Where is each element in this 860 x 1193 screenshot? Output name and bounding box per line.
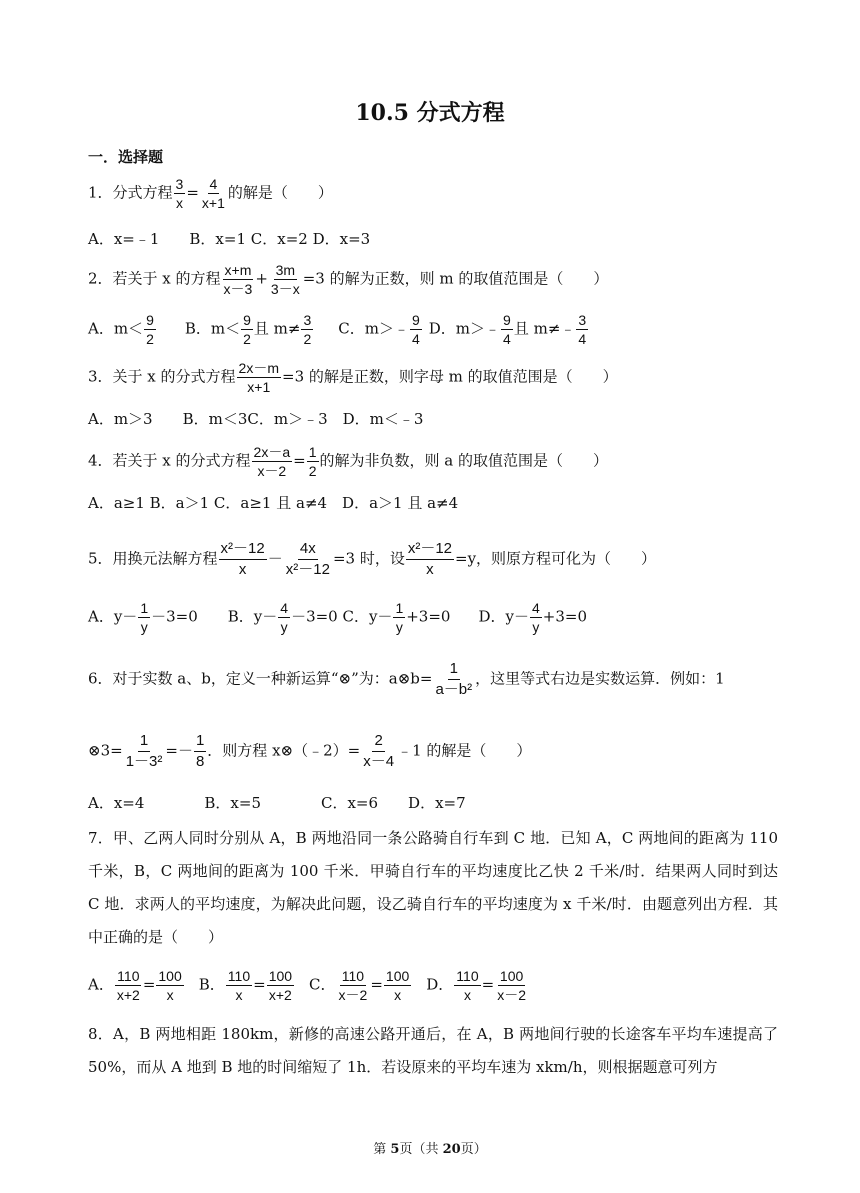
option-d: D．y－ bbox=[478, 607, 529, 626]
fraction: $\frac{4}{y}$ bbox=[280, 600, 289, 635]
option-d: D． bbox=[426, 975, 454, 994]
fraction: $\frac{3m}{3-x}$ bbox=[270, 262, 300, 297]
fraction: $\frac{110}{x-2}$ bbox=[338, 968, 368, 1003]
question-5-options: A．y－ $\frac{1}{y}$ －3=0 B．y－ $\frac{4}{y}$ －3=0 C．y－ $\frac{1}{y}$ +3=0 D．y－ $\frac{4}{y}$ +3=0 bbox=[88, 600, 588, 635]
question-4-options: A．a≥1 B．a＞1 C．a≥1 且 a≠4 D．a＞1 且 a≠4 bbox=[88, 494, 459, 512]
question-2-stem: 2．若关于 x 的方程 bbox=[88, 269, 221, 288]
fraction: $\frac{4}{x+1}$ bbox=[201, 176, 225, 211]
question-5-stem: 5．用换元法解方程 bbox=[88, 549, 218, 568]
question-4-stem: 4．若关于 x 的分式方程 bbox=[88, 451, 251, 470]
current-page-number: 5 bbox=[390, 1142, 400, 1157]
fraction: $\frac{110}{x}$ bbox=[456, 968, 479, 1003]
fraction: $\frac{2x-m}{x+1}$ bbox=[238, 360, 279, 395]
question-1-options: A．x=﹣1 B．x=1 C．x=2 D．x=3 bbox=[88, 230, 371, 248]
fraction: $\frac{x+m}{x-3}$ bbox=[223, 262, 253, 297]
question-2: 2．若关于 x 的方程 $\frac{x+m}{x-3}$ + $\frac{3m}{3-x}$ =3 的解为正数，则 m 的取值范围是（ ） bbox=[88, 262, 609, 297]
fraction: $\frac{4x}{\text{x²－12}}$ bbox=[285, 540, 330, 578]
option-b: B．y－ bbox=[227, 607, 278, 626]
fraction: $\frac{4}{y}$ bbox=[531, 600, 540, 635]
fraction: $\frac{9}{4}$ bbox=[411, 312, 420, 347]
fraction: $\frac{100}{x}$ bbox=[158, 968, 182, 1003]
question-6-line-2: ⊗3= $\frac{1}{\text{1－3²}}$ =－ $\frac{1}{8}$ ．则方程 x⊗（﹣2）= $\frac{2}{x-4}$ ﹣1 的解是（ ） bbox=[88, 732, 532, 770]
question-1-stem: 1．分式方程 bbox=[88, 183, 173, 202]
question-6-options: A．x=4 B．x=5 C．x=6 D．x=7 bbox=[88, 794, 466, 812]
fraction: $\frac{9}{2}$ bbox=[243, 312, 251, 347]
question-1: 1．分式方程 $\frac{3}{x}$ = $\frac{4}{x+1}$ 的解是（ ） bbox=[88, 176, 333, 211]
fraction: $\frac{\text{x²－12}}{x}$ bbox=[220, 540, 265, 578]
fraction: $\frac{1}{\text{a－b²}}$ bbox=[435, 660, 473, 698]
fraction: $\frac{2}{x-4}$ bbox=[363, 732, 395, 770]
question-6: 6．对于实数 a、b，定义一种新运算“⊗”为：a⊗b= $\frac{1}{\text{a－b²}}$ ，这里等式右边是实数运算．例如：1 bbox=[88, 660, 725, 698]
fraction: $\frac{1}{\text{1－3²}}$ bbox=[125, 732, 163, 770]
option-c: C． bbox=[309, 975, 336, 994]
fraction: $\frac{1}{y}$ bbox=[395, 600, 404, 635]
option-a: A．m＜ bbox=[88, 319, 144, 338]
fraction: $\frac{\text{x²－12}}{x}$ bbox=[407, 540, 453, 578]
total-pages: 20 bbox=[442, 1142, 461, 1157]
option-b: B． bbox=[198, 975, 225, 994]
question-6-stem: 6．对于实数 a、b，定义一种新运算“⊗”为：a⊗b= bbox=[88, 669, 433, 688]
fraction: $\frac{9}{2}$ bbox=[146, 312, 154, 347]
question-3-stem: 3．关于 x 的分式方程 bbox=[88, 367, 236, 386]
question-7: 7．甲、乙两人同时分别从 A，B 两地沿同一条公路骑自行车到 C 地．已知 A，C 两地间的距离为 110 千米，B，C 两地间的距离为 100 千米．甲骑自行车的平均速度比乙快 2 千米/时．结果两人同时到达 C 地．求两人的平均速度，为解决此问题，设乙骑自行车的平均速度为 x 千米/时．由题意列出方程．其中正确的是（ ） bbox=[88, 829, 778, 946]
fraction: $\frac{1}{y}$ bbox=[140, 600, 149, 635]
fraction: $\frac{1}{2}$ bbox=[308, 444, 317, 479]
question-2-options: A．m＜ $\frac{9}{2}$ B．m＜ $\frac{9}{2}$ 且 m≠ $\frac{3}{2}$ C．m＞﹣ $\frac{9}{4}$ D．m＞﹣ $\frac{9}{4}$ 且 m≠﹣ $\frac{3}{4}$ bbox=[88, 312, 587, 347]
fraction: $\frac{100}{x+2}$ bbox=[268, 968, 293, 1003]
fraction: $\frac{100}{x-2}$ bbox=[497, 968, 526, 1003]
page-title: 10.5 分式方程 bbox=[355, 100, 505, 126]
question-3: 3．关于 x 的分式方程 $\frac{2x-m}{x+1}$ =3 的解是正数，则字母 m 的取值范围是（ ） bbox=[88, 360, 618, 395]
option-a: A． bbox=[88, 975, 114, 994]
question-8: 8．A，B 两地相距 180km，新修的高速公路开通后，在 A，B 两地间行驶的长途客车平均车速提高了 50%，而从 A 地到 B 地的时间缩短了 1h．若设原来的平均车速为 xkm/h，则根据题意可列方 bbox=[88, 1025, 778, 1076]
fraction: $\frac{100}{x}$ bbox=[385, 968, 410, 1003]
page-footer: 第 5页（共 20页） bbox=[373, 1142, 487, 1157]
fraction: $\frac{3}{4}$ bbox=[578, 312, 587, 347]
option-d: D．m＞﹣ bbox=[428, 319, 501, 338]
section-heading: 一．选择题 bbox=[88, 148, 164, 166]
option-b: B．m＜ bbox=[184, 319, 241, 338]
fraction: $\frac{110}{x+2}$ bbox=[116, 968, 140, 1003]
question-4: 4．若关于 x 的分式方程 $\frac{2x-a}{x-2}$ = $\frac{1}{2}$ 的解为非负数，则 a 的取值范围是（ ） bbox=[88, 444, 608, 479]
fraction: $\frac{9}{4}$ bbox=[503, 312, 511, 347]
fraction: $\frac{2x-a}{x-2}$ bbox=[253, 444, 291, 479]
fraction: $\frac{110}{x}$ bbox=[227, 968, 251, 1003]
fraction: $\frac{1}{8}$ bbox=[195, 732, 205, 770]
question-7-options: A． $\frac{110}{x+2}$ = $\frac{100}{x}$ B． $\frac{110}{x}$ = $\frac{100}{x+2}$ C． $\frac{110}{x-2}$ = $\frac{100}{x}$ D． $\frac{110}{x}$ = $\frac{100}{x-2}$ bbox=[88, 968, 526, 1003]
question-3-options: A．m＞3 B．m＜3C．m＞﹣3 D．m＜﹣3 bbox=[88, 410, 424, 428]
fraction: $\frac{3}{2}$ bbox=[303, 312, 312, 347]
option-c: C．m＞﹣ bbox=[338, 319, 409, 338]
option-a: A．y－ bbox=[88, 607, 138, 626]
question-5: 5．用换元法解方程 $\frac{\text{x²－12}}{x}$ － $\frac{4x}{\text{x²－12}}$ =3 时，设 $\frac{\text{x²－12}}{x}$ =y，则原方程可化为（ ） bbox=[88, 540, 657, 578]
fraction: $\frac{3}{x}$ bbox=[175, 176, 184, 211]
